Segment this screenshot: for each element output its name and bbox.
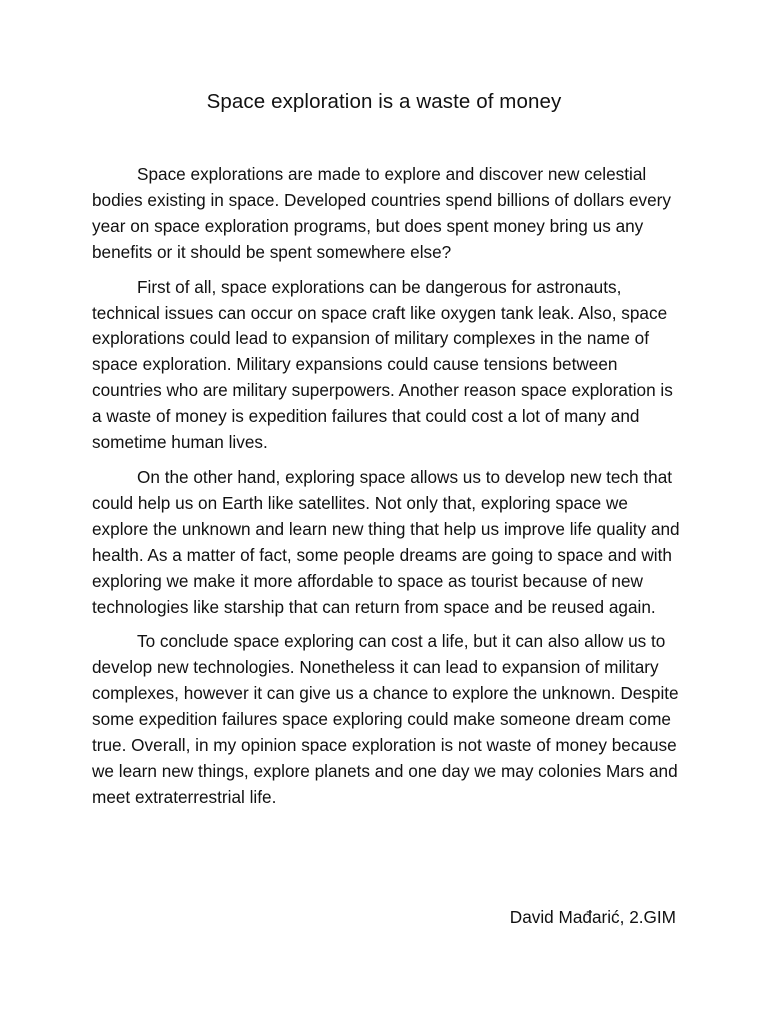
paragraph-introduction: Space explorations are made to explore and discover new celestial bodies existing in space. Developed countries spend billions of dollars every year on space exploration programs, but does spent money bring us any benefits or it should be spent somewhere else? [92, 164, 671, 262]
document-title: Space exploration is a waste of money [206, 90, 562, 113]
author-signature: David Mađarić, 2.GIM [509, 907, 676, 927]
paragraph-conclusion: To conclude space exploring can cost a life, but it can also allow us to develop new technologies. Nonetheless it can lead to expansion of military complexes, however it can give us a chance to explore the unknown. Despite some expedition failures space exploring could make someone dream come true. Overall, in my opinion space exploration is not waste of money because we learn new things, explore planets and one day we may colonies Mars and meet extraterrestrial life. [92, 631, 679, 807]
document-body [92, 162, 680, 820]
paragraph-arguments-against: First of all, space explorations can be dangerous for astronauts, technical issues can occur on space craft like oxygen tank leak. Also, space explorations could lead to expansion of military complexes in the name of space exploration. Military expansions could cause tensions between countries who are military superpowers. Another reason space exploration is a waste of money is expedition failures that could cost a lot of many and sometime human lives. [92, 276, 673, 453]
paragraph-arguments-for: On the other hand, exploring space allows us to develop new tech that could help us on Earth like satellites. Not only that, exploring space we explore the unknown and learn new thing that help us improve life quality and health. As a matter of fact, some people dreams are going to space and with exploring we make it more affordable to space as tourist because of new technologies like starship that can return from space and be reused again. [92, 466, 680, 617]
